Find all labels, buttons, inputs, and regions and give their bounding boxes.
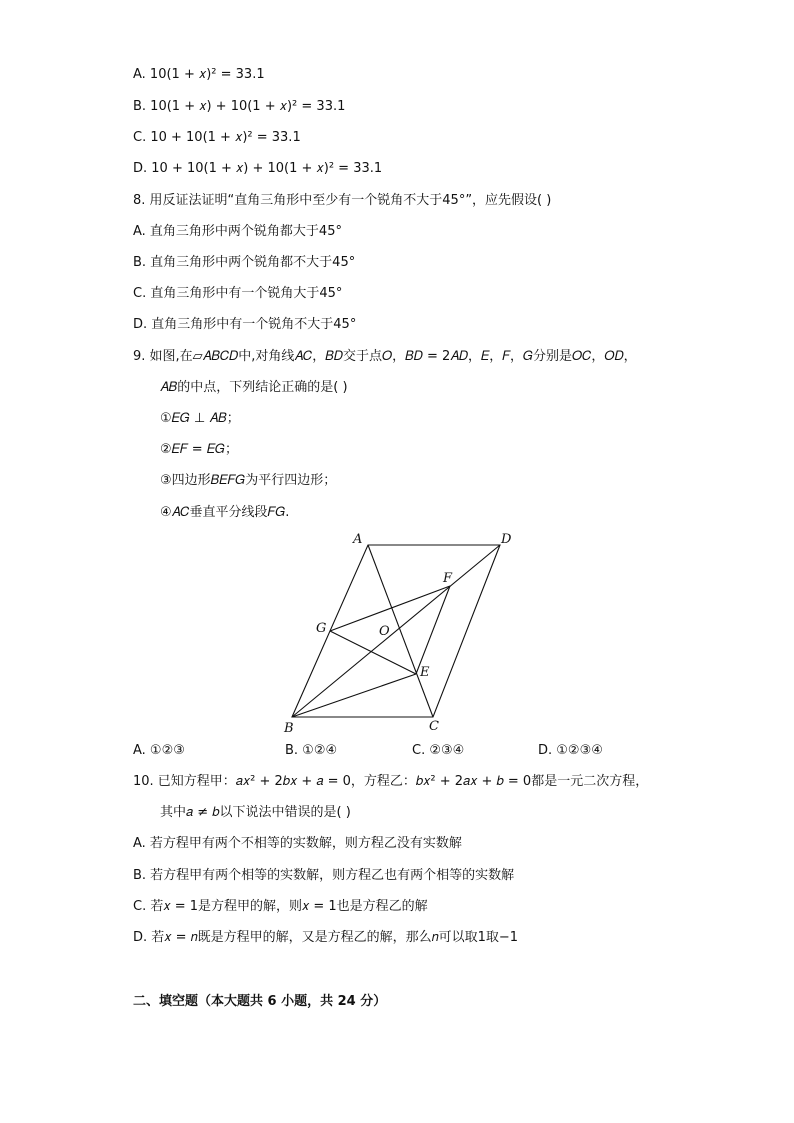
q8-option-c: C. 直角三角形中有一个锐角大于45° [133, 286, 343, 301]
label-c: C [429, 719, 439, 734]
label-e: E [420, 665, 430, 680]
label-g: G [316, 621, 327, 636]
label-b: B [284, 721, 294, 736]
q10-option-a: A. 若方程甲有两个不相等的实数解，则方程乙没有实数解 [133, 836, 462, 851]
q10-option-d: D. 若𝑥 = 𝑛既是方程甲的解，又是方程乙的解，那么𝑛可以取1取−1 [133, 930, 519, 945]
q10-option-c: C. 若𝑥 = 1是方程甲的解，则𝑥 = 1也是方程乙的解 [133, 899, 428, 914]
label-o: O [379, 624, 390, 639]
q10-stem-line1: 10. 已知方程甲：𝑎𝑥² + 2𝑏𝑥 + 𝑎 = 0，方程乙：𝑏𝑥² + 2𝑎𝑥 + 𝑏 = 0都是一元二次方程， [133, 774, 649, 789]
q8-option-d: D. 直角三角形中有一个锐角不大于45° [133, 317, 357, 332]
q7-option-d: D. 10 + 10(1 + 𝑥) + 10(1 + 𝑥)² = 33.1 [133, 161, 383, 176]
label-d: D [501, 532, 512, 547]
q9-statement-4: ④𝐴𝐶垂直平分线段𝐹𝐺. [160, 505, 290, 520]
q7-option-b: B. 10(1 + 𝑥) + 10(1 + 𝑥)² = 33.1 [133, 99, 346, 114]
q8-option-b: B. 直角三角形中两个锐角都不大于45° [133, 255, 356, 270]
q10-stem-line2: 其中𝑎 ≠ 𝑏以下说法中错误的是( ) [160, 805, 351, 820]
label-f: F [443, 571, 453, 586]
q9-stem-line1: 9. 如图,在▱𝐴𝐵𝐶𝐷中,对角线𝐴𝐶，𝐵𝐷交于点𝑂，𝐵𝐷 = 2𝐴𝐷，𝐸，𝐹，𝐺分别是𝑂𝐶，𝑂𝐷， [133, 349, 637, 364]
q7-option-c: C. 10 + 10(1 + 𝑥)² = 33.1 [133, 130, 301, 145]
q9-stem-line2: 𝐴𝐵的中点，下列结论正确的是( ) [160, 380, 348, 395]
q10-option-b: B. 若方程甲有两个相等的实数解，则方程乙也有两个相等的实数解 [133, 868, 515, 883]
q9-option-b: B. ①②④ [285, 743, 338, 758]
q9-option-d: D. ①②③④ [538, 743, 603, 758]
q9-option-a: A. ①②③ [133, 743, 185, 758]
diagonal-ac [368, 545, 433, 717]
segment-be [292, 674, 416, 717]
q9-statement-1: ①𝐸𝐺 ⊥ 𝐴𝐵； [160, 411, 240, 426]
q9-statement-2: ②𝐸𝐹 = 𝐸𝐺； [160, 442, 239, 457]
q9-option-c: C. ②③④ [412, 743, 465, 758]
segment-gf [330, 586, 450, 631]
parallelogram-figure [275, 528, 515, 738]
q8-option-a: A. 直角三角形中两个锐角都大于45° [133, 224, 342, 239]
segment-fe [416, 586, 450, 674]
section-2-heading: 二、填空题（本大题共 6 小题，共 24 分） [133, 994, 387, 1009]
q9-statement-3: ③四边形𝐵𝐸𝐹𝐺为平行四边形； [160, 473, 337, 488]
label-a: A [353, 532, 363, 547]
q7-option-a: A. 10(1 + 𝑥)² = 33.1 [133, 67, 265, 82]
q8-stem: 8. 用反证法证明“直角三角形中至少有一个锐角不大于45°”，应先假设( ) [133, 193, 552, 208]
